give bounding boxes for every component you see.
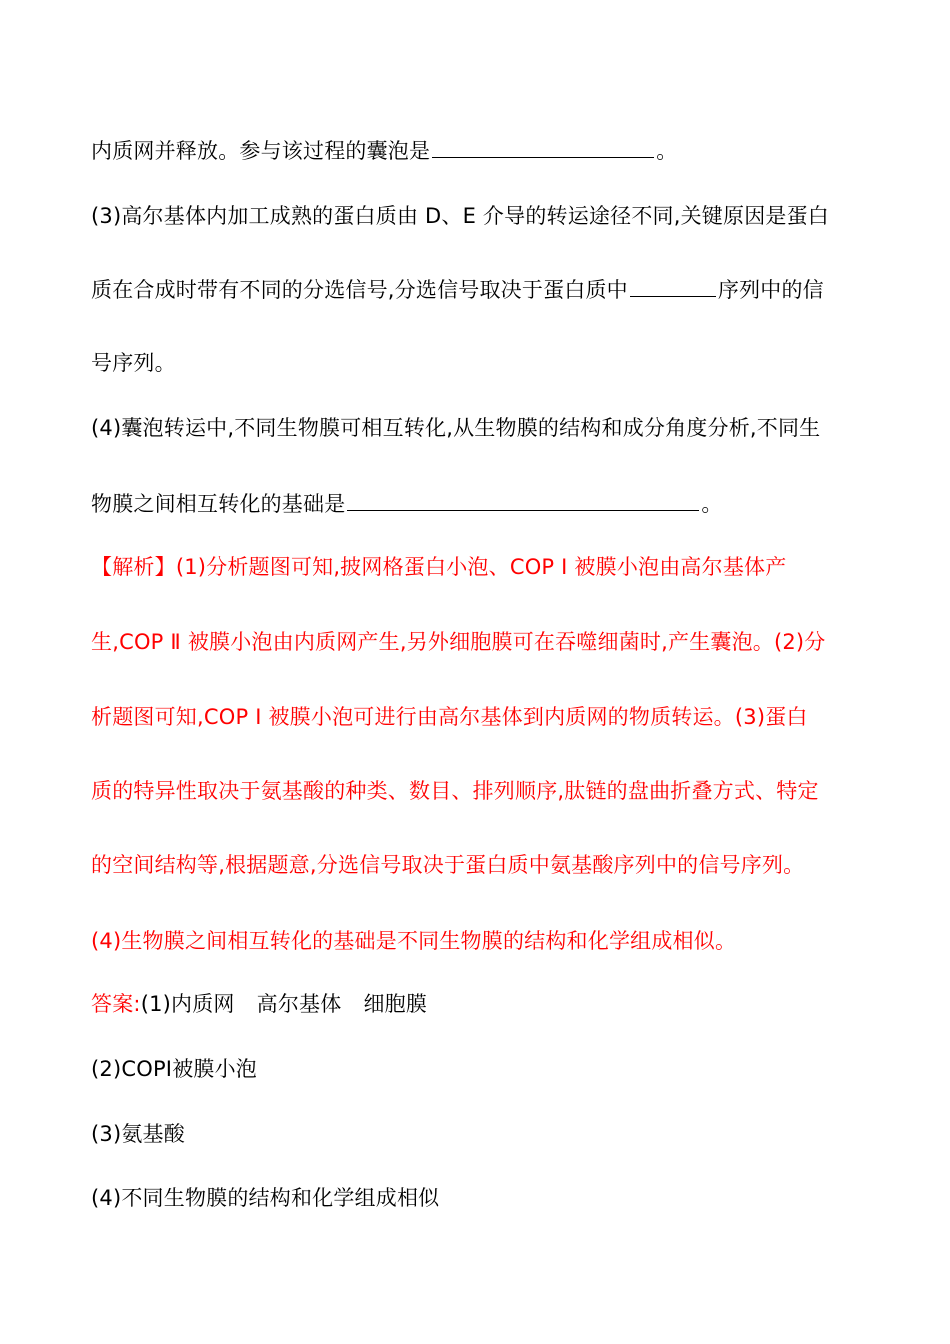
analysis-line-6: (4)生物膜之间相互转化的基础是不同生物膜的结构和化学组成相似。 [91, 929, 737, 953]
analysis-line-1 [91, 552, 866, 582]
answer-blank [630, 274, 716, 297]
analysis-line-3: 析题图可知,COP Ⅰ 被膜小泡可进行由高尔基体到内质网的物质转运。(3)蛋白 [91, 705, 808, 729]
answer-blank [432, 135, 654, 158]
answer-label: 答案: [91, 992, 141, 1016]
answer-line-2: (2)COPⅠ被膜小泡 [91, 1057, 257, 1081]
question-4-line-b [91, 488, 866, 519]
text-segment: 。 [701, 492, 723, 516]
answer-text: 细胞膜 [363, 992, 428, 1016]
analysis-text: (1)分析题图可知,披网格蛋白小泡、COP Ⅰ 被膜小泡由高尔基体产 [175, 555, 787, 579]
analysis-line-4: 质的特异性取决于氨基酸的种类、数目、排列顺序,肽链的盘曲折叠方式、特定 [91, 779, 819, 803]
answer-text: (1)内质网 [140, 992, 235, 1016]
text-segment: 。 [656, 139, 678, 163]
question-4-line-a: (4)囊泡转运中,不同生物膜可相互转化,从生物膜的结构和成分角度分析,不同生 [91, 416, 821, 440]
answer-text: 高尔基体 [256, 992, 342, 1016]
question-3-line-a: (3)高尔基体内加工成熟的蛋白质由 D、E 介导的转运途径不同,关键原因是蛋白 [91, 204, 830, 228]
answer-line-4: (4)不同生物膜的结构和化学组成相似 [91, 1186, 440, 1210]
answer-line-1 [91, 989, 866, 1019]
analysis-label: 【解析】 [91, 555, 176, 579]
analysis-line-2: 生,COP Ⅱ 被膜小泡由内质网产生,另外细胞膜可在吞噬细菌时,产生囊泡。(2)分 [91, 630, 826, 654]
text-segment: 序列中的信 [717, 278, 824, 302]
question-3-line-b [91, 274, 866, 305]
question-3-line-c: 号序列。 [91, 351, 176, 375]
answer-line-3: (3)氨基酸 [91, 1122, 185, 1146]
analysis-line-5: 的空间结构等,根据题意,分选信号取决于蛋白质中氨基酸序列中的信号序列。 [91, 853, 805, 877]
text-segment: 内质网并释放。参与该过程的囊泡是 [91, 139, 431, 163]
answer-blank [347, 488, 699, 511]
text-segment: 物膜之间相互转化的基础是 [91, 492, 346, 516]
text-segment: 质在合成时带有不同的分选信号,分选信号取决于蛋白质中 [91, 278, 628, 302]
question-2-continuation [91, 135, 866, 166]
